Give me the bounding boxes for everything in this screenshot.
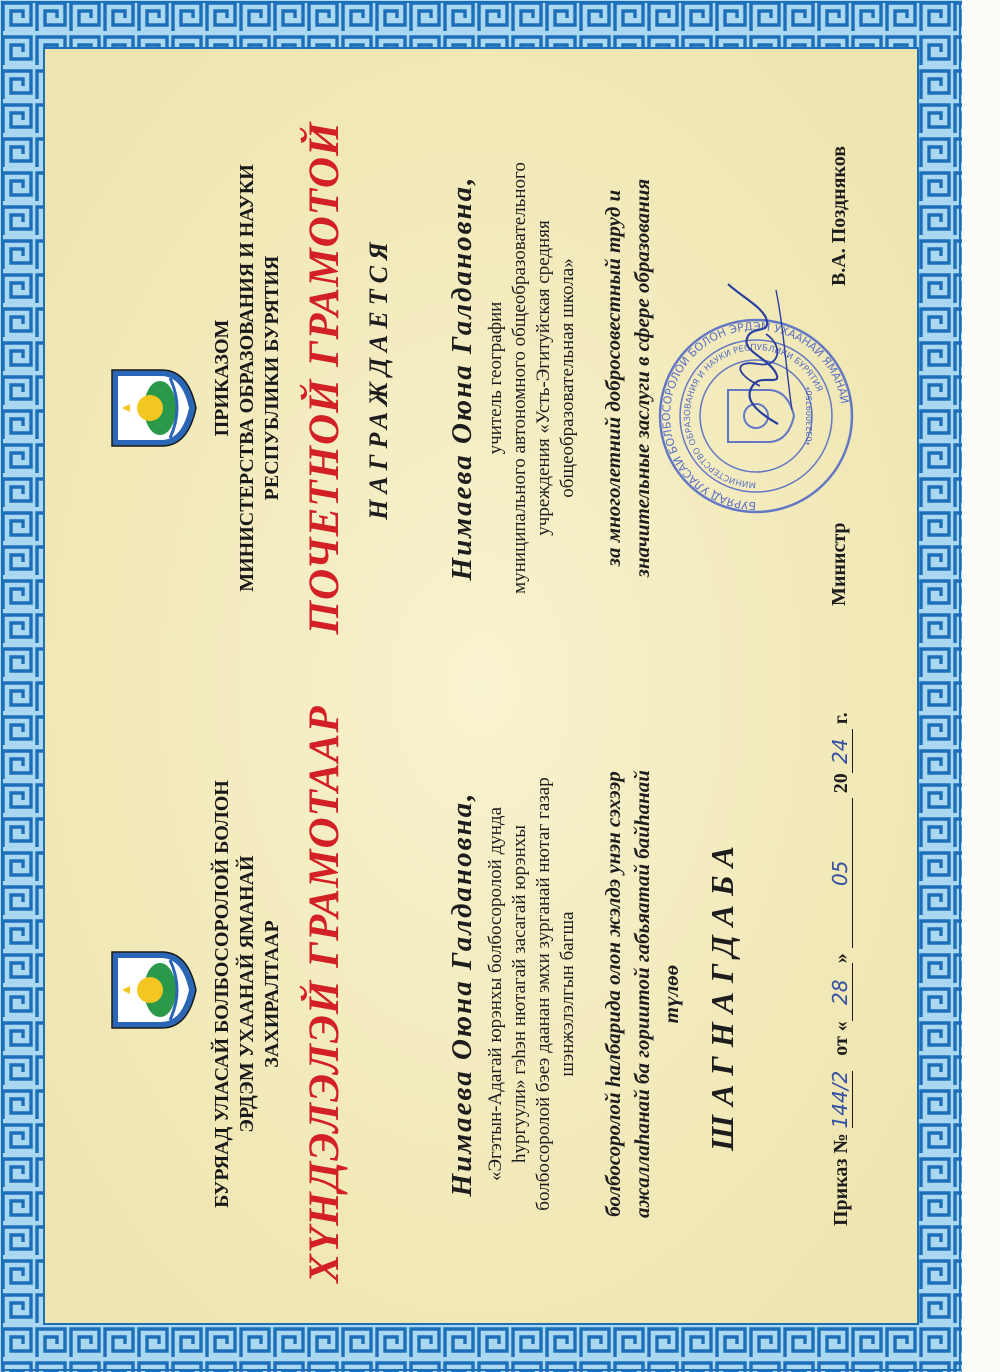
merit-line: за многолетний добросовестный труд и bbox=[601, 189, 625, 567]
description-line: болбосоролой бэеэ даанан эмхи зурганай нютаг газар bbox=[533, 777, 554, 1211]
awarded-label-russian: НАГРАЖДАЕТСЯ bbox=[364, 236, 393, 520]
merit-text-buryat bbox=[599, 706, 686, 1282]
award-title-buryat: ХYНДЭЛЭЛЭЙ ГРАМОТААР bbox=[301, 705, 348, 1283]
merit-line: түлөө bbox=[659, 964, 683, 1024]
merit-line: ажаллаһанай ба гориитой габьяатай байһанай bbox=[630, 770, 654, 1218]
recipient-name-buryat: Нимаева Оюна Галдановна, bbox=[446, 791, 478, 1197]
award-title-russian: ПОЧЕТНОЙ ГРАМОТОЙ bbox=[301, 121, 348, 635]
order-day: 28 bbox=[828, 963, 853, 1021]
description-line: учреждения «Усть-Эгитуйская средняя bbox=[533, 220, 554, 536]
description-line: общеобразовательная школа» bbox=[557, 258, 578, 498]
description-line: һургуули» гэһэн нютагай засагай юрэнхы bbox=[509, 824, 530, 1164]
certificate-content bbox=[74, 70, 888, 1302]
handwritten-signature bbox=[714, 280, 819, 430]
merit-line: болбосоролой һалбарида олон жэлдэ унэн сэхээр bbox=[601, 771, 625, 1217]
header-line: БУРЯАД УЛАСАЙ БОЛБОСОРОЛОЙ БОЛОН bbox=[211, 780, 233, 1208]
header-line: РЕСПУБЛИКИ БУРЯТИЯ bbox=[261, 255, 283, 501]
minister-title: Министр bbox=[828, 522, 850, 606]
header-line: ЭРДЭМ УХААНАЙ ЯМАНАЙ bbox=[236, 855, 258, 1133]
description-line: учитель географии bbox=[485, 301, 506, 455]
stamp-number: *0323009750* bbox=[805, 386, 814, 446]
order-year: 24 bbox=[828, 729, 853, 773]
header-line: МИНИСТЕРСТВА ОБРАЗОВАНИЯ И НАУКИ bbox=[236, 164, 258, 592]
order-reference bbox=[828, 712, 853, 1226]
minister-name: В.А. Поздняков bbox=[828, 146, 850, 287]
order-from: от « bbox=[830, 1021, 852, 1056]
order-day-close: » bbox=[830, 953, 852, 964]
description-line: шэнжэлэлгын багша bbox=[557, 911, 578, 1077]
recipient-description-buryat bbox=[484, 716, 580, 1272]
merit-text-russian bbox=[599, 90, 657, 666]
recipient-description-russian bbox=[484, 100, 580, 656]
order-number: 144/2 bbox=[828, 1070, 852, 1129]
stamp-outer-text: БУРЯАД УЛАСАЙ БОЛБОСОРОЛОЙ БОЛОН ЭРДЭМ УХААНАЙ ЯМАНАЙ bbox=[659, 319, 852, 513]
awarded-label-buryat: ШАГНАГДАБА bbox=[704, 837, 740, 1151]
order-suffix: г. bbox=[830, 712, 852, 725]
stamp-inner-text: МИНИСТЕРСТВО ОБРАЗОВАНИЯ И НАУКИ РЕСПУБЛИКИ БУРЯТИЯ bbox=[682, 342, 825, 490]
header-line: ПРИКАЗОМ bbox=[211, 319, 233, 437]
issuer-header-buryat bbox=[210, 686, 285, 1302]
description-line: муниципального автономного общеобразовательного bbox=[509, 162, 530, 594]
description-line: «Эгэтын-Адагай юрэнхы болбосоролой дунда bbox=[485, 806, 506, 1182]
issuer-header-russian bbox=[210, 70, 285, 686]
order-prefix: Приказ № bbox=[830, 1133, 852, 1226]
header-line: ЗАХИРАЛТААР bbox=[261, 920, 283, 1068]
order-month: 05 bbox=[828, 798, 853, 948]
merit-line: значительные заслуги в сфере образования bbox=[630, 178, 654, 578]
recipient-name-russian: Нимаева Оюна Галдановна, bbox=[446, 175, 478, 581]
buryat-text-half bbox=[74, 686, 888, 1302]
order-year-prefix: 20 bbox=[830, 773, 852, 794]
